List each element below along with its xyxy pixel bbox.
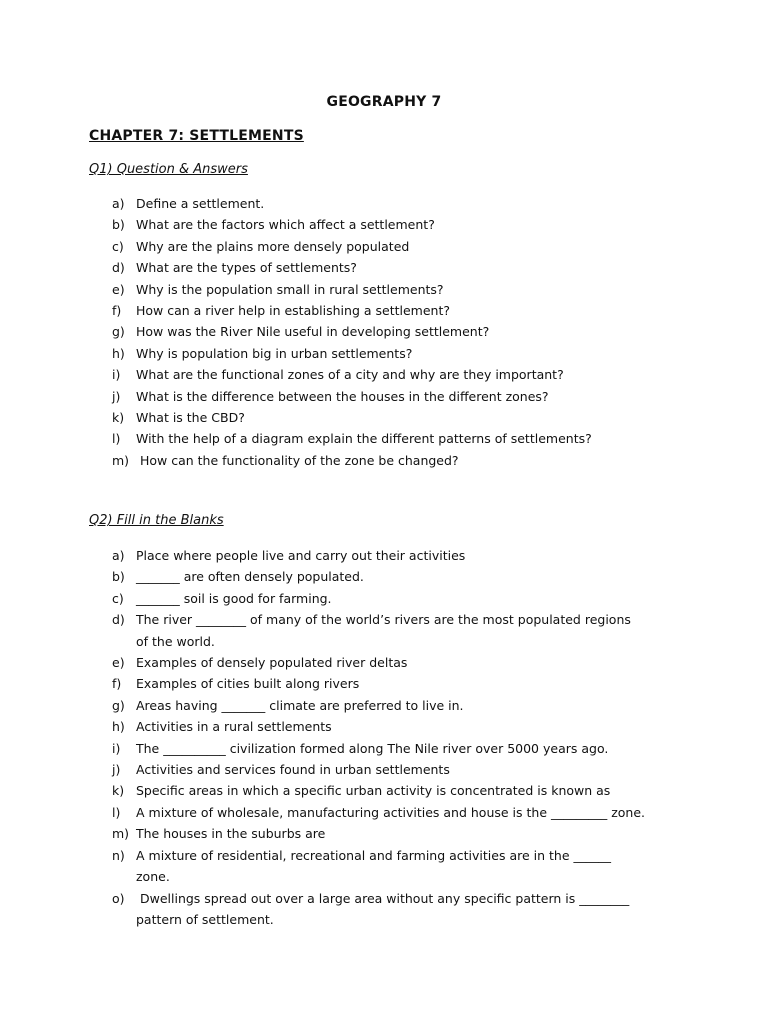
blank-item: [112, 759, 712, 780]
blank-item: [112, 695, 712, 716]
question-item: [112, 343, 712, 364]
item-text: What are the functional zones of a city and why are they important?: [136, 367, 564, 383]
question-item: [112, 193, 712, 214]
item-text: Areas having _______ climate are preferred to live in.: [136, 697, 464, 713]
item-text: How was the River Nile useful in developing settlement?: [136, 324, 490, 340]
item-letter: a): [112, 548, 125, 563]
item-text: What are the factors which affect a settlement?: [136, 217, 435, 233]
item-text: What are the types of settlements?: [136, 260, 357, 276]
item-text: Examples of densely populated river deltas: [136, 655, 408, 671]
item-text: _______ soil is good for farming.: [136, 590, 332, 606]
item-letter: j): [112, 388, 121, 404]
item-text: With the help of a diagram explain the different patterns of settlements?: [136, 431, 592, 447]
item-letter: h): [112, 345, 125, 361]
item-text: How can a river help in establishing a settlement?: [136, 303, 450, 319]
item-letter: d): [112, 612, 125, 628]
question-item: [112, 236, 712, 257]
blank-item: [112, 888, 712, 931]
item-letter: m): [112, 452, 130, 468]
question-item: [112, 279, 712, 300]
item-text: How can the functionality of the zone be changed?: [136, 452, 459, 468]
item-letter: e): [112, 655, 125, 671]
item-text: Dwellings spread out over a large area without any specific pattern is ________ pattern of settlement.: [136, 890, 630, 927]
item-letter: b): [112, 569, 125, 585]
blank-item: [112, 566, 712, 587]
item-text: Why are the plains more densely populated: [136, 238, 410, 254]
blank-item: [112, 673, 712, 694]
item-text: A mixture of wholesale, manufacturing activities and house is the _________ zone.: [136, 804, 646, 820]
blank-item: [112, 802, 712, 823]
item-text: Examples of cities built along rivers: [136, 676, 360, 692]
item-text: Activities and services found in urban settlements: [136, 762, 450, 778]
item-text: Why is the population small in rural settlements?: [136, 281, 444, 297]
item-letter: l): [112, 431, 121, 447]
section-heading-q2: Q2) Fill in the Blanks: [89, 513, 224, 528]
item-text: What is the CBD?: [136, 410, 245, 426]
item-letter: g): [112, 324, 125, 340]
blank-item: [112, 652, 712, 673]
blank-item: [112, 780, 712, 801]
blank-item: [112, 716, 712, 737]
item-letter: m): [112, 826, 130, 842]
document-title: GEOGRAPHY 7: [326, 94, 442, 110]
item-text: The houses in the suburbs are: [136, 826, 326, 842]
question-item: [112, 214, 712, 235]
item-text: Why is population big in urban settlements?: [136, 345, 413, 361]
item-text: Specific areas in which a specific urban activity is concentrated is known as: [136, 783, 611, 799]
blank-item: [112, 609, 712, 652]
question-item: [112, 321, 712, 342]
item-text: _______ are often densely populated.: [136, 569, 364, 585]
item-letter: o): [112, 890, 125, 906]
item-letter: i): [112, 367, 121, 383]
item-text: What is the difference between the houses in the different zones?: [136, 388, 549, 404]
item-letter: f): [112, 676, 122, 692]
item-letter: e): [112, 281, 125, 297]
item-letter: b): [112, 217, 125, 233]
question-list-q2: [112, 545, 712, 930]
item-text: Activities in a rural settlements: [136, 719, 332, 735]
blank-item: [112, 823, 712, 844]
item-letter: c): [112, 590, 124, 606]
item-letter: g): [112, 697, 125, 713]
chapter-title: CHAPTER 7: SETTLEMENTS: [89, 128, 304, 144]
blank-item: [112, 588, 712, 609]
question-item: [112, 300, 712, 321]
item-letter: k): [112, 410, 125, 426]
item-text: The river ________ of many of the world’s rivers are the most populated regions of the world.: [136, 612, 631, 649]
item-letter: j): [112, 762, 121, 778]
item-text: Place where people live and carry out their activities: [136, 548, 466, 563]
question-item: [112, 407, 712, 428]
item-letter: n): [112, 847, 125, 863]
question-item: [112, 386, 712, 407]
question-item: [112, 257, 712, 278]
item-letter: c): [112, 238, 124, 254]
item-letter: k): [112, 783, 125, 799]
item-letter: a): [112, 196, 125, 211]
item-letter: d): [112, 260, 125, 276]
section-heading-q1: Q1) Question & Answers: [89, 162, 248, 177]
item-letter: h): [112, 719, 125, 735]
item-letter: i): [112, 740, 121, 756]
item-letter: l): [112, 804, 121, 820]
item-text: Define a settlement.: [136, 196, 265, 211]
item-text: The __________ civilization formed along The Nile river over 5000 years ago.: [136, 740, 609, 756]
item-letter: f): [112, 303, 122, 319]
question-item: [112, 450, 712, 471]
item-text: A mixture of residential, recreational and farming activities are in the ______ zone.: [136, 847, 611, 885]
blank-item: [112, 845, 712, 888]
blank-item: [112, 545, 712, 566]
question-item: [112, 428, 712, 449]
question-item: [112, 364, 712, 385]
question-list-q1: [112, 193, 712, 471]
blank-item: [112, 738, 712, 759]
